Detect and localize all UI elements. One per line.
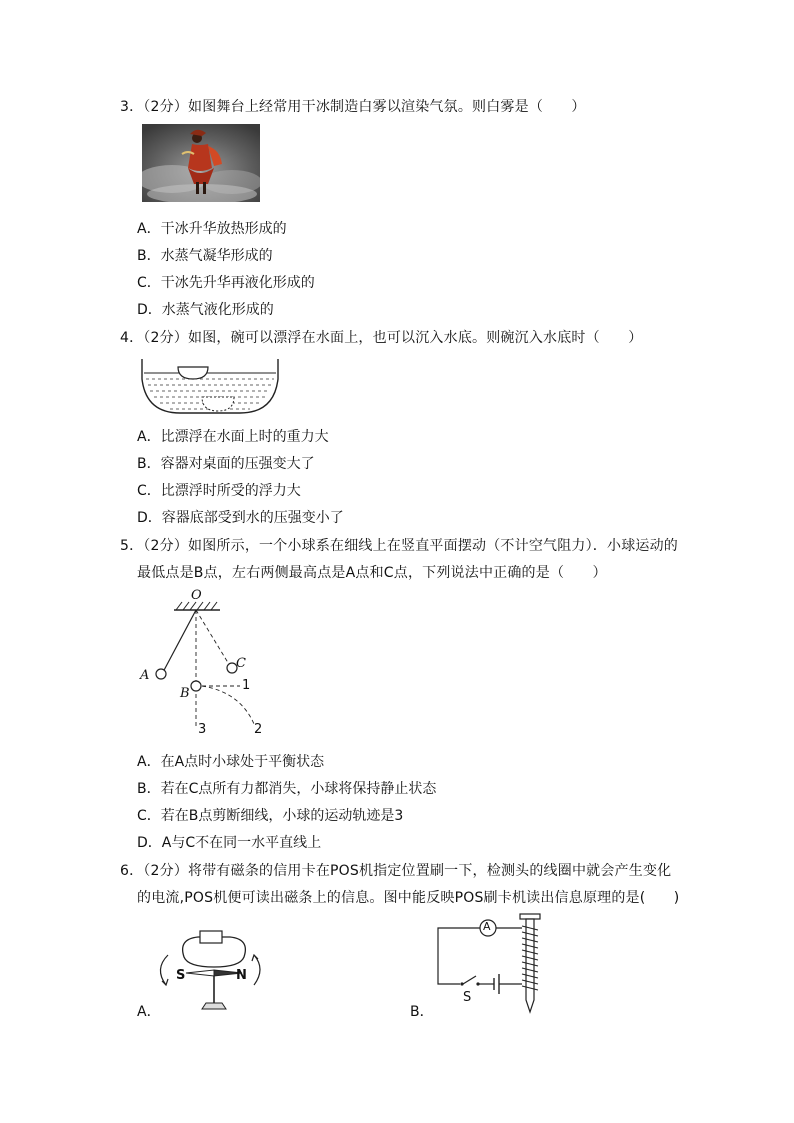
question-5-stem-line1: 5．（2分）如图所示，一个小球系在细线上在竖直平面摆动（不计空气阻力）．小球运动的 <box>120 538 679 554</box>
option-3a: A．干冰升华放热形成的 <box>137 221 287 237</box>
label-c: C <box>236 656 246 671</box>
option-3c: C．干冰先升华再液化形成的 <box>137 275 315 291</box>
option-4d: D．容器底部受到水的压强变小了 <box>137 510 344 526</box>
question-6-stem-line2: 的电流,POS机便可读出磁条上的信息。图中能反映POS刷卡机读出信息原理的是( ) <box>137 890 680 906</box>
stage-fog-photo <box>142 124 260 202</box>
question-3-stem: 3．（2分）如图舞台上经常用干冰制造白雾以渲染气氛。则白雾是（ ） <box>120 99 586 115</box>
label-b: B <box>180 686 190 701</box>
label-path-3: 3 <box>198 722 207 737</box>
ammeter-icon: A <box>483 920 491 933</box>
option-6a: A． <box>137 1004 161 1020</box>
question-5-stem-line2: 最低点是B点，左右两侧最高点是A点和C点，下列说法中正确的是（ ） <box>137 565 607 581</box>
label-s-pole: S <box>176 968 186 983</box>
option-3d: D．水蒸气液化形成的 <box>137 302 274 318</box>
label-path-1: 1 <box>242 678 251 693</box>
pendulum-diagram <box>136 588 276 738</box>
option-5d: D．A与C不在同一水平直线上 <box>137 835 322 851</box>
option-4c: C．比漂浮时所受的浮力大 <box>137 483 301 499</box>
induction-coil-circuit-diagram <box>430 912 550 1016</box>
option-5b: B．若在C点所有力都消失，小球将保持静止状态 <box>137 781 437 797</box>
label-a: A <box>140 668 150 683</box>
label-path-2: 2 <box>254 722 263 737</box>
bowl-container-diagram <box>140 355 280 417</box>
question-4-stem: 4．（2分）如图，碗可以漂浮在水面上，也可以沉入水底。则碗沉入水底时（ ） <box>120 330 643 346</box>
option-6b: B． <box>410 1004 434 1020</box>
label-o: O <box>191 588 202 603</box>
option-5c: C．若在B点剪断细线，小球的运动轨迹是3 <box>137 808 404 824</box>
option-4b: B．容器对桌面的压强变大了 <box>137 456 315 472</box>
option-4a: A．比漂浮在水面上时的重力大 <box>137 429 329 445</box>
label-n-pole: N <box>236 968 247 983</box>
oersted-compass-diagram <box>150 925 270 1017</box>
question-6-stem-line1: 6．（2分）将带有磁条的信用卡在POS机指定位置刷一下，检测头的线圈中就会产生变化 <box>120 863 672 879</box>
option-3b: B．水蒸气凝华形成的 <box>137 248 273 264</box>
option-5a: A．在A点时小球处于平衡状态 <box>137 754 325 770</box>
label-switch: S <box>463 990 472 1005</box>
